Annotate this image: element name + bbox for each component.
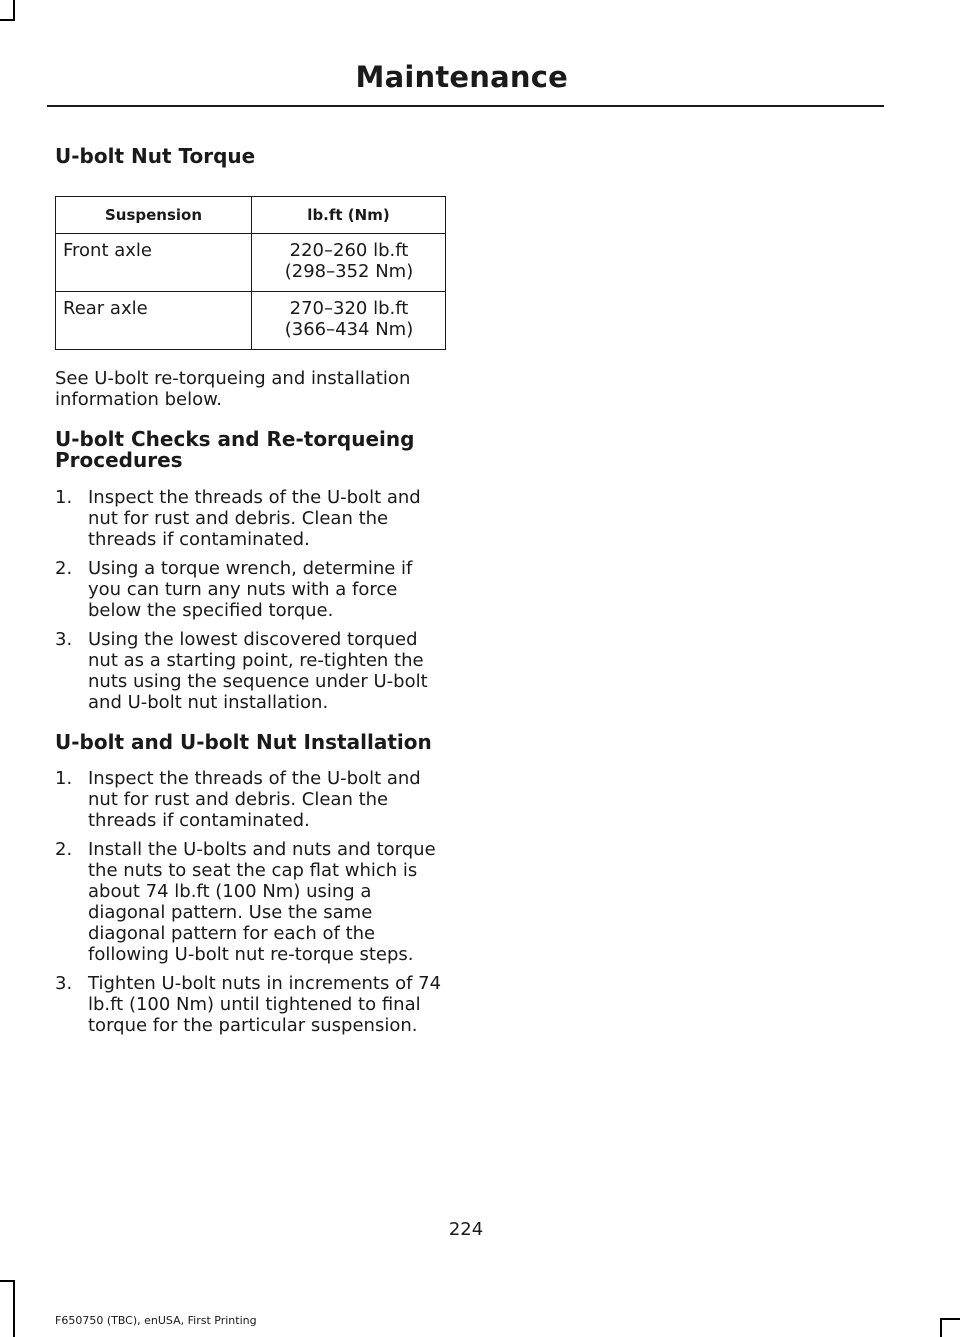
torque-heading: U-bolt Nut Torque [55, 144, 256, 168]
torque-nm: (298–352 Nm) [284, 261, 414, 282]
table-header-row [56, 197, 446, 234]
cell-torque [252, 292, 446, 350]
crop-mark [940, 1318, 960, 1320]
torque-nm: (366–434 Nm) [284, 319, 414, 340]
list-item: 1. Inspect the threads of the U-bolt and nut for rust and debris. Clean the threads if contaminated. [55, 487, 421, 550]
torque-lbft: 220–260 lb.ft [289, 240, 409, 261]
cell-suspension: Rear axle [56, 292, 252, 350]
footer-text: F650750 (TBC), enUSA, First Printing [55, 1314, 257, 1327]
cell-suspension: Front axle [56, 234, 252, 292]
crop-mark [940, 1318, 942, 1337]
cell-torque [252, 234, 446, 292]
torque-table [55, 196, 446, 350]
list-item: 2. Using a torque wrench, determine if you can turn any nuts with a force below the specified torque. [55, 558, 413, 621]
table-row [56, 292, 446, 350]
installation-heading: U-bolt and U-bolt Nut Installation [55, 730, 432, 754]
crop-mark [0, 1280, 15, 1282]
list-item: 3. Using the lowest discovered torqued nut as a starting point, re-tighten the nuts using the sequence under U-bolt and U-bolt nut installation. [55, 629, 428, 713]
checks-heading: U-bolt Checks and Re-torqueing Procedures [55, 427, 415, 472]
header-torque: lb.ft (Nm) [252, 197, 446, 234]
table-row [56, 234, 446, 292]
page-number: 224 [448, 1219, 484, 1240]
header-divider [47, 105, 884, 107]
list-item: 2. Install the U-bolts and nuts and torque the nuts to seat the cap flat which is about 74 lb.ft (100 Nm) using a diagonal pattern. Use the same diagonal pattern for each of the following U-bolt nut re-torque steps. [55, 839, 436, 965]
checks-steps [55, 487, 447, 713]
list-item: 1. Inspect the threads of the U-bolt and nut for rust and debris. Clean the threads if contaminated. [55, 768, 421, 831]
torque-lbft: 270–320 lb.ft [289, 298, 409, 319]
header-suspension: Suspension [56, 197, 252, 234]
page-title: Maintenance [355, 60, 568, 94]
torque-note: See U-bolt re-torqueing and installation information below. [55, 368, 411, 410]
installation-steps [55, 768, 447, 1036]
crop-mark [13, 1280, 15, 1337]
crop-mark [13, 0, 15, 20]
list-item: 3. Tighten U-bolt nuts in increments of 74 lb.ft (100 Nm) until tightened to final torque for the particular suspension. [55, 973, 442, 1036]
content-column [55, 146, 447, 1044]
crop-mark [0, 19, 15, 21]
